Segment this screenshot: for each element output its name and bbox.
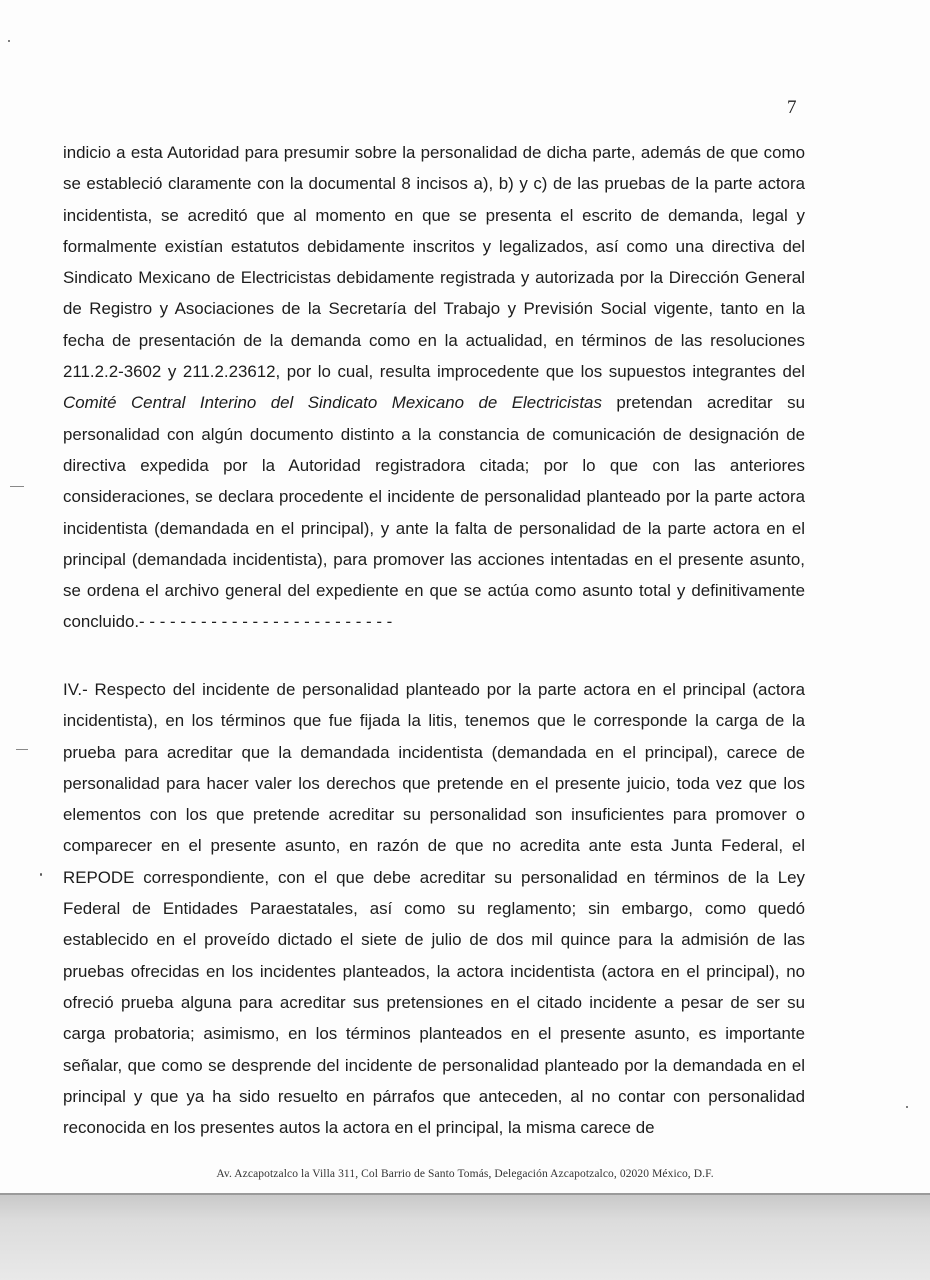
scan-speck (8, 40, 10, 42)
page-footer-address: Av. Azcapotzalco la Villa 311, Col Barrio de Santo Tomás, Delegación Azcapotzalco, 02020 México, D.F. (216, 1168, 714, 1180)
scan-speck (906, 1106, 908, 1108)
scan-edge-mark (10, 486, 24, 487)
scanner-background (0, 1195, 930, 1280)
paragraph-1-italic-text: Comité Central Interino del Sindicato Mexicano de Electricistas (63, 393, 602, 413)
scan-edge-mark (16, 749, 28, 750)
paragraph-1-text-end: pretendan acreditar su personalidad con algún documento distinto a la constancia de comunicación de designación de directiva expedida por la Autoridad registradora citada; por lo que con las anteriores consideraciones, se declara procedente el incidente de personalidad planteado por la parte actora incidentista (demandada en el principal), y ante la falta de personalidad de la parte actora en el principal (demandada incidentista), para promover las acciones intentadas en el presente asunto, se ordena el archivo general del expediente en que se actúa como asunto total y definitivamente concluido.- - - - - - - - - - - - - - - - - - - - - - - - - (63, 393, 805, 632)
scan-speck (40, 873, 42, 876)
paragraph-1 (63, 137, 805, 638)
paragraph-1-text-start: indicio a esta Autoridad para presumir sobre la personalidad de dicha parte, además de que como se estableció claramente con la documental 8 incisos a), b) y c) de las pruebas de la parte actora incidentista, se acreditó que al momento en que se presenta el escrito de demanda, legal y formalmente existían estatutos debidamente inscritos y legalizados, así como una directiva del Sindicato Mexicano de Electricistas debidamente registrada y autorizada por la Dirección General de Registro y Asociaciones de la Secretaría del Trabajo y Previsión Social vigente, tanto en la fecha de presentación de la demanda como en la actualidad, en términos de las resoluciones 211.2.2-3602 y 211.2.23612, por lo cual, resulta improcedente que los supuestos integrantes del (63, 143, 805, 382)
paragraph-2: IV.- Respecto del incidente de personalidad planteado por la parte actora en el principal (actora incidentista), en los términos que fue fijada la litis, tenemos que le corresponde la carga de la prueba para acreditar que la demandada incidentista (demandada en el principal), carece de personalidad para hacer valer los derechos que pretende en el presente juicio, toda vez que los elementos con los que pretende acreditar su personalidad son insuficientes para promover o comparecer en el presente asunto, en razón de que no acredita ante esta Junta Federal, el REPODE correspondiente, con el que debe acreditar su personalidad en términos de la Ley Federal de Entidades Paraestatales, así como su reglamento; sin embargo, como quedó establecido en el proveído dictado el siete de julio de dos mil quince para la admisión de las pruebas ofrecidas en los incidentes planteados, la actora incidentista (actora en el principal), no ofreció prueba alguna para acreditar sus pretensiones en el citado incidente a pesar de ser su carga probatoria; asimismo, en los términos planteados en el presente asunto, es importante señalar, que como se desprende del incidente de personalidad planteado por la demandada en el principal y que ya ha sido resuelto en párrafos que anteceden, al no contar con personalidad reconocida en los presentes autos la actora en el principal, la misma carece de (63, 680, 805, 1138)
page-number: 7 (787, 97, 797, 118)
